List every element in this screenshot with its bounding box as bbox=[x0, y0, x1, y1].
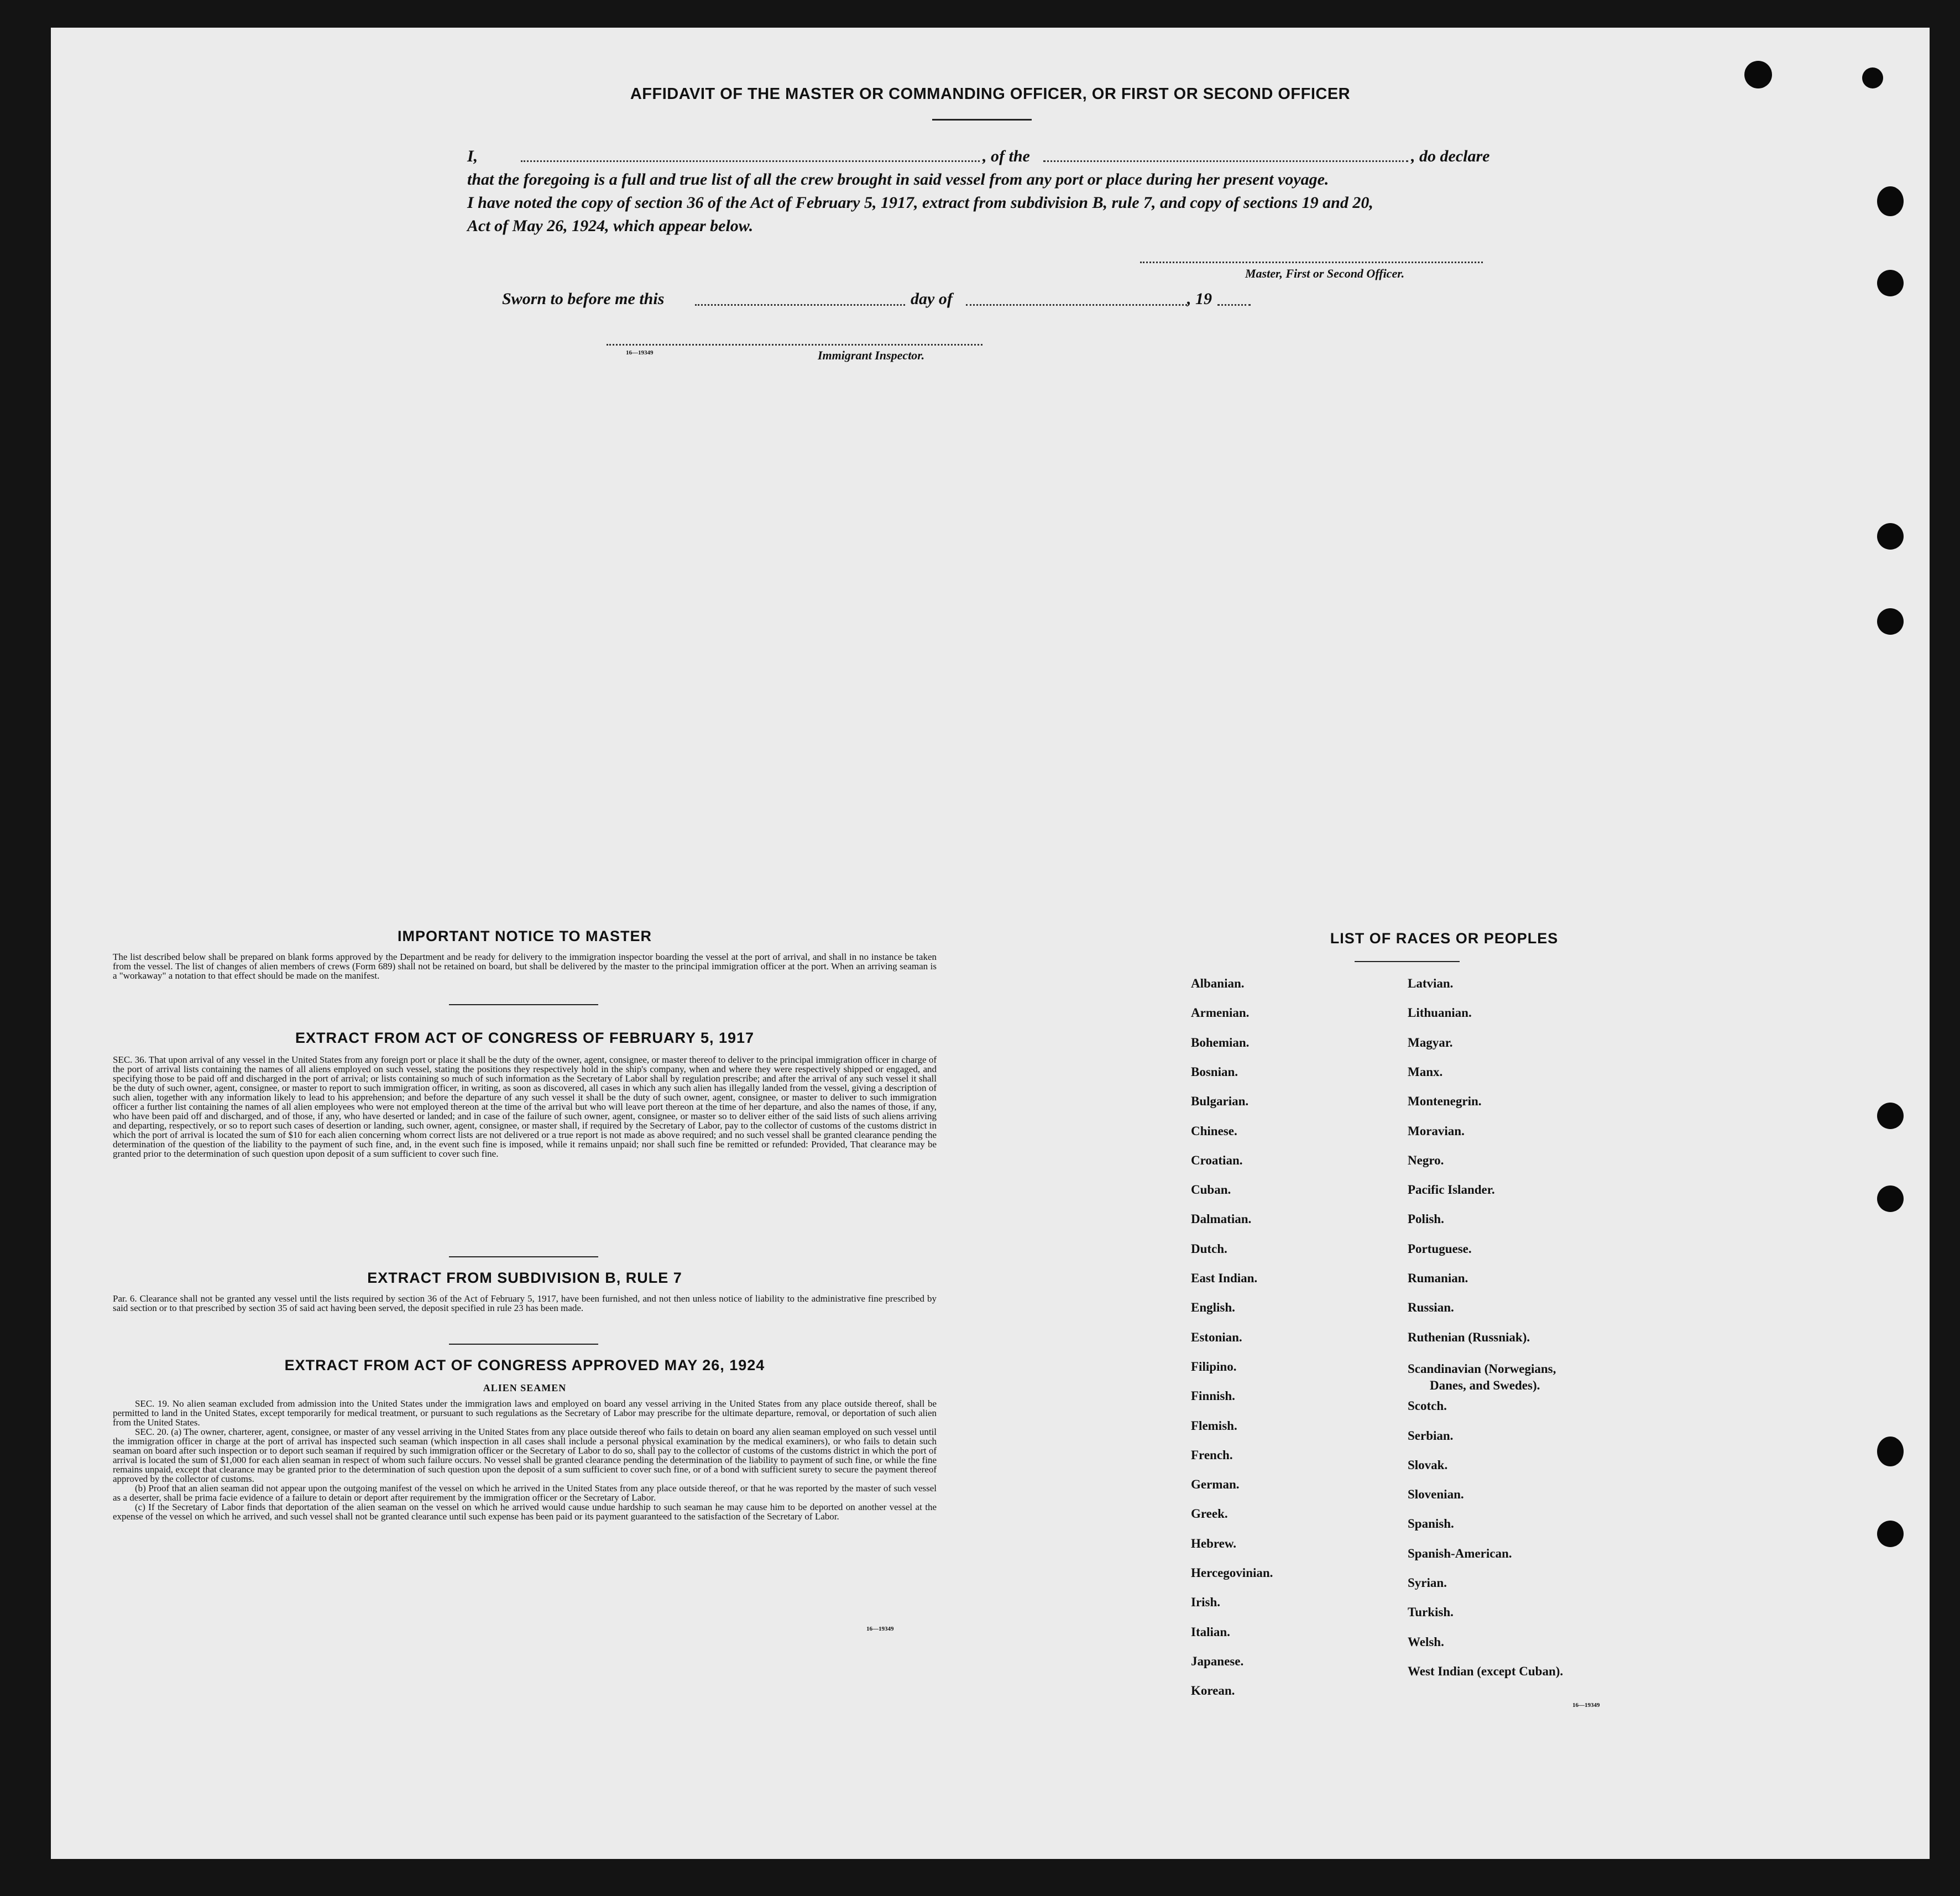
affidavit-form-number: 16—19349 bbox=[626, 349, 654, 356]
race-item: Moravian. bbox=[1408, 1124, 1465, 1138]
race-item: Slovak. bbox=[1408, 1458, 1448, 1472]
race-item: Hebrew. bbox=[1191, 1536, 1236, 1550]
document-page bbox=[51, 28, 1930, 1859]
extract-1917-heading: EXTRACT FROM ACT OF CONGRESS OF FEBRUARY 5, 1917 bbox=[295, 1030, 755, 1046]
race-item: Cuban. bbox=[1191, 1183, 1231, 1197]
sworn-year-blank[interactable] bbox=[1217, 304, 1251, 306]
race-item: Estonian. bbox=[1191, 1330, 1242, 1344]
race-item: Albanian. bbox=[1191, 976, 1245, 990]
punch-hole bbox=[1877, 186, 1904, 216]
extract-1924-heading: EXTRACT FROM ACT OF CONGRESS APPROVED MAY 26, 1924 bbox=[284, 1357, 765, 1373]
race-item: Korean. bbox=[1191, 1684, 1235, 1698]
race-item: Manx. bbox=[1408, 1064, 1443, 1079]
punch-hole bbox=[1877, 1185, 1904, 1212]
sec19-text: SEC. 19. No alien seaman excluded from admission into the United States under the immigration laws and employed on board any vessel arriving in the United States from any place outside thereof, shall be permitted to land in the United States, except temporarily for medical treatment, or pursuant to such regulations as the Secretary of Labor may prescribe for the ultimate departure, removal, or deportation of such alien from the United States. bbox=[113, 1398, 937, 1428]
race-item: Lithuanian. bbox=[1408, 1006, 1472, 1020]
notice-heading: IMPORTANT NOTICE TO MASTER bbox=[398, 928, 652, 944]
extract-1924-text bbox=[113, 1399, 937, 1521]
race-item: Montenegrin. bbox=[1408, 1094, 1482, 1109]
punch-hole bbox=[1877, 1437, 1904, 1466]
affidavit-line2: that the foregoing is a full and true list of all the crew brought in said vessel from any port or place during her present voyage. bbox=[467, 170, 1329, 189]
sworn-label: Sworn to before me this bbox=[502, 290, 665, 308]
race-item: Turkish. bbox=[1408, 1605, 1454, 1620]
race-item: Spanish-American. bbox=[1408, 1546, 1512, 1560]
section-rule bbox=[449, 1004, 598, 1005]
race-item: Rumanian. bbox=[1408, 1271, 1468, 1285]
race-item: Welsh. bbox=[1408, 1634, 1444, 1649]
race-item: Hercegovinian. bbox=[1191, 1566, 1273, 1580]
affidavit-of-the: , of the bbox=[982, 147, 1030, 165]
race-item: Flemish. bbox=[1191, 1418, 1237, 1433]
race-item: Negro. bbox=[1408, 1153, 1444, 1167]
race-item: Portuguese. bbox=[1408, 1241, 1472, 1256]
year-label: , 19 bbox=[1187, 290, 1212, 308]
race-item: Filipino. bbox=[1191, 1359, 1237, 1373]
sworn-month-blank[interactable] bbox=[966, 304, 1187, 306]
punch-hole bbox=[1877, 608, 1904, 635]
races-heading: LIST OF RACES OR PEOPLES bbox=[1330, 930, 1559, 947]
race-item: Finnish. bbox=[1191, 1389, 1235, 1403]
affidavit-line4: Act of May 26, 1924, which appear below. bbox=[467, 217, 754, 235]
master-signature-label: Master, First or Second Officer. bbox=[1245, 267, 1405, 280]
alien-seamen-subheading: ALIEN SEAMEN bbox=[483, 1382, 567, 1393]
punch-hole bbox=[1877, 270, 1904, 296]
race-item: Greek. bbox=[1191, 1507, 1228, 1521]
race-item: Syrian. bbox=[1408, 1576, 1447, 1590]
inspector-label: Immigrant Inspector. bbox=[818, 348, 925, 362]
race-item: Armenian. bbox=[1191, 1006, 1250, 1020]
affidavit-line1-i: I, bbox=[467, 147, 478, 165]
punch-hole bbox=[1877, 1103, 1904, 1129]
race-item: Serbian. bbox=[1408, 1428, 1454, 1443]
sec20a-text: SEC. 20. (a) The owner, charterer, agent, consignee, or master of any vessel arriving in the United States from any place outside thereof who fails to detain on board any alien seaman employed on such vessel until the immigration officer in charge at the port of arrival has inspected such seaman (which inspection in all cases shall include a personal physical examination by the medical examiners), or who fails to detain such seaman on board after such inspection or to deport such seaman if required by such immigration officer or the Secretary of Labor to do so, shall pay to the collector of customs of the customs district in which the port of arrival is located the sum of $1,000 for each alien seaman in respect of whom such failure occurs. No vessel shall be granted clearance pending the determination of the liability to payment of such fine, or while the fine remains unpaid, except that clearance may be granted prior to the determination of such question upon the deposit of a sum sufficient to cover such fine, or of a bond with sufficient surety to secure the payment thereof approved by the collector of customs. bbox=[113, 1427, 937, 1484]
race-item: German. bbox=[1191, 1477, 1240, 1492]
master-signature-line[interactable] bbox=[1140, 262, 1483, 263]
punch-hole bbox=[1877, 1521, 1904, 1547]
affidavit-line3: I have noted the copy of section 36 of the Act of February 5, 1917, extract from subdivision B, rule 7, and copy of sections 19 and 20, bbox=[467, 194, 1373, 212]
extract-1917-text: SEC. 36. That upon arrival of any vessel in the United States from any foreign port or place it shall be the duty of the owner, agent, consignee, or master thereof to deliver to the principal immigration officer in charge of the port of arrival lists containing the names of all aliens employed on such vessel, stating the positions they respectively hold in the ship's company, when and where they were respectively shipped or engaged, and specifying those to be paid off and discharged in the port of arrival; or lists containing so much of such information as the Secretary of Labor shall by regulation prescribe; and after the arrival of any such vessel it shall be the duty of such owner, agent, consignee, or master to report to such immigration officer, in writing, as soon as discovered, all cases in which any such alien has illegally landed from the vessel, giving a description of such alien, together with any information likely to lead to his apprehension; and before the departure of any such vessel it shall be the duty of such owner, agent, consignee, or master to deliver to such immigration officer a further list containing the names of all alien employees who were not employed thereon at the time of the arrival but who will leave port thereon at the time of her departure, and also the names of those, if any, who have been paid off and discharged, and of those, if any, who have deserted or landed; and in case of the failure of such owner, agent, consignee, or master so to deliver either of the said lists of such aliens arriving and departing, respectively, or so to report such cases of desertion or landing, such owner, agent, consignee, or master shall, if required by the Secretary of Labor, pay to the collector of customs of the customs district in which the port of arrival is located the sum of $10 for each alien concerning whom correct lists are not delivered or a true report is not made as above required; and no such vessel shall be granted clearance pending the determination of the question of the liability to the payment of such fine, and, in the event such fine is imposed, while it remains unpaid; nor shall such fine be remitted or refunded: Provided, That clearance may be granted prior to the determination of such question upon deposit of a sum sufficient to cover such fine. bbox=[113, 1054, 937, 1159]
race-item: Dalmatian. bbox=[1191, 1212, 1252, 1226]
extract-rule7-text: Par. 6. Clearance shall not be granted any vessel until the lists required by section 36 of the Act of February 5, 1917, have been furnished, and not then unless notice of liability to the administrative fine prescribed by said section or to that prescribed by section 35 of said act having been served, the deposit specified in rule 23 has been made. bbox=[113, 1293, 937, 1313]
race-item: Polish. bbox=[1408, 1212, 1444, 1226]
race-item: West Indian (except Cuban). bbox=[1408, 1664, 1564, 1678]
race-item: Russian. bbox=[1408, 1300, 1454, 1315]
race-item: Italian. bbox=[1191, 1625, 1230, 1639]
race-item: East Indian. bbox=[1191, 1271, 1258, 1285]
race-item: French. bbox=[1191, 1448, 1233, 1462]
race-item: Ruthenian (Russniak). bbox=[1408, 1330, 1530, 1344]
extract-rule7-heading: EXTRACT FROM SUBDIVISION B, RULE 7 bbox=[367, 1270, 682, 1286]
race-item: Chinese. bbox=[1191, 1124, 1237, 1138]
vessel-blank[interactable] bbox=[1043, 160, 1408, 162]
races-form-number: 16—19349 bbox=[1572, 1702, 1600, 1709]
race-item: Scotch. bbox=[1408, 1399, 1447, 1413]
affidavit-title: AFFIDAVIT OF THE MASTER OR COMMANDING OFFICER, OR FIRST OR SECOND OFFICER bbox=[630, 85, 1351, 103]
races-rule bbox=[1355, 961, 1460, 962]
section-rule bbox=[449, 1256, 598, 1257]
sec20b-text: (b) Proof that an alien seaman did not appear upon the outgoing manifest of the vessel on which he arrived in the United States from any place outside thereof, or that he was reported by the master of such vessel as a deserter, shall be prima facie evidence of a failure to detain or deport after requirement by the immigration officer or the Secretary of Labor. bbox=[113, 1483, 937, 1503]
race-item: Japanese. bbox=[1191, 1654, 1244, 1668]
affidavit-declare: , do declare bbox=[1411, 147, 1490, 165]
day-of-label: day of bbox=[911, 290, 953, 308]
race-item: Irish. bbox=[1191, 1595, 1221, 1610]
sworn-day-blank[interactable] bbox=[695, 304, 905, 306]
race-item: Slovenian. bbox=[1408, 1487, 1464, 1502]
race-item: Magyar. bbox=[1408, 1035, 1453, 1049]
race-item: English. bbox=[1191, 1300, 1235, 1315]
section-rule bbox=[449, 1344, 598, 1345]
punch-hole bbox=[1877, 523, 1904, 550]
extract-form-number: 16—19349 bbox=[866, 1626, 894, 1632]
race-item: Danes, and Swedes). bbox=[1430, 1378, 1540, 1392]
race-item: Bulgarian. bbox=[1191, 1094, 1249, 1109]
race-item: Scandinavian (Norwegians, bbox=[1408, 1361, 1556, 1376]
race-item: Bosnian. bbox=[1191, 1064, 1238, 1079]
sec20c-text: (c) If the Secretary of Labor finds that deportation of the alien seaman on the vessel on which he arrived would cause undue hardship to such seaman he may cause him to be deported on another vessel at the expense of the vessel on which he arrived, and such vessel shall not be granted clearance until such expense has been paid or its payment guaranteed to the satisfaction of the Secretary of Labor. bbox=[113, 1502, 937, 1522]
race-item: Dutch. bbox=[1191, 1241, 1227, 1256]
punch-hole bbox=[1744, 61, 1772, 88]
inspector-signature-line[interactable] bbox=[607, 344, 982, 346]
name-blank[interactable] bbox=[521, 160, 980, 162]
title-rule bbox=[932, 119, 1032, 121]
race-item: Pacific Islander. bbox=[1408, 1183, 1495, 1197]
race-item: Latvian. bbox=[1408, 976, 1454, 990]
race-item: Spanish. bbox=[1408, 1517, 1454, 1531]
race-item: Croatian. bbox=[1191, 1153, 1243, 1167]
notice-text: The list described below shall be prepared on blank forms approved by the Department and be ready for delivery to the immigration inspector boarding the vessel at the port of arrival, and shall in no instance be taken from the vessel. The list of changes of alien members of crews (Form 689) shall not be retained on board, but shall be delivered by the master to the principal immigration officer at the port. When an arriving seaman is a "workaway" a notation to that effect should be made on the manifest. bbox=[113, 952, 937, 981]
race-item: Bohemian. bbox=[1191, 1035, 1250, 1049]
